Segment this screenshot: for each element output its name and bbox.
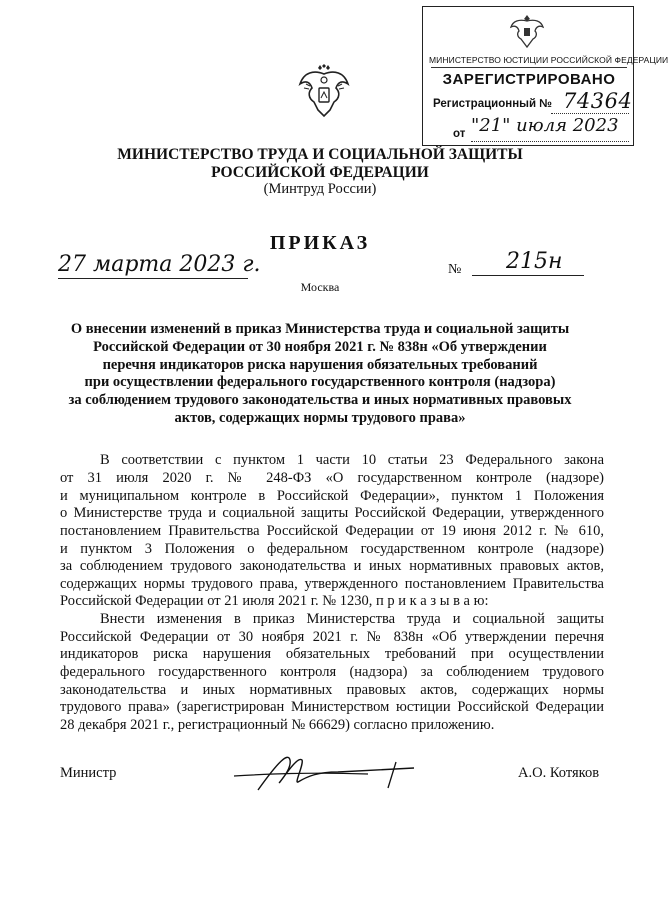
ministry-name-line-1: МИНИСТЕРСТВО ТРУДА И СОЦИАЛЬНОЙ ЗАЩИТЫ: [117, 146, 523, 163]
handwritten-signature: [228, 742, 418, 802]
signer-name: А.О. Котяков: [518, 765, 600, 781]
body-line: за соблюдением трудового законодательства и иных нормативных правовых актов,: [60, 558, 604, 574]
stamp-status: ЗАРЕГИСТРИРОВАНО: [442, 71, 616, 88]
body-line: от 31 июля 2020 г. № 248-ФЗ «О государственном контроле (надзоре): [60, 470, 604, 486]
body-line: и муниципальном контроле в Российской Федерации», пунктом 1 Положения: [60, 488, 604, 504]
title-line: О внесении изменений в приказ Министерства труда и социальной защиты: [70, 321, 570, 337]
body-line: о Министерстве труда и социальной защиты Российской Федерации, утвержденного: [60, 505, 604, 521]
ministry-short-name: (Минтруд России): [263, 181, 377, 197]
eagle-emblem-icon: [509, 11, 545, 51]
order-date: 27 марта 2023 г.: [58, 252, 261, 277]
title-line: перечня индикаторов риска нарушения обязательных требований: [102, 357, 538, 373]
body-line: постановлением Правительства Российской Федерации от 19 июня 2012 г. № 610,: [60, 523, 604, 539]
body-line: и пунктом 3 Положения о федеральном государственном контроле (надзоре): [60, 541, 604, 557]
date-underline: [58, 278, 248, 279]
title-line: Российской Федерации от 30 ноября 2021 г. № 838н «Об утверждении: [93, 339, 547, 355]
body-line: Российской Федерации от 21 июля 2021 г. № 1230, п р и к а з ы в а ю:: [60, 593, 489, 609]
body-line: трудового права» (зарегистрирован Министерством юстиции Российской Федерации: [60, 699, 604, 715]
signer-role: Министр: [60, 765, 117, 781]
body-line: федерального государственного контроля (надзора) за соблюдением трудового: [60, 664, 604, 680]
title-line: при осуществлении федерального государственного контроля (надзора): [84, 374, 556, 390]
document-type: ПРИКАЗ: [269, 232, 371, 254]
order-number: 215н: [506, 249, 563, 274]
body-line: Внести изменения в приказ Министерства труда и социальной защиты: [100, 611, 604, 627]
stamp-reg-number-value: 74364: [563, 89, 633, 113]
stamp-date-underline: [471, 141, 629, 142]
number-sign: №: [448, 262, 462, 277]
body-line: В соответствии с пунктом 1 части 10 статьи 23 Федерального закона: [100, 452, 604, 468]
stamp-reg-number-label: Регистрационный №: [433, 98, 553, 110]
title-line: актов, содержащих нормы трудового права»: [174, 410, 466, 426]
stamp-date-prefix: от: [453, 128, 466, 140]
registration-stamp: [422, 6, 668, 146]
title-line: за соблюдением трудового законодательства и иных нормативных правовых: [68, 392, 572, 408]
body-line: законодательства и иных нормативных правовых актов, содержащих нормы: [60, 682, 604, 698]
body-line: индикаторов риска нарушения обязательных требований при осуществлении: [60, 646, 604, 662]
stamp-number-underline: [551, 113, 629, 114]
city: Москва: [300, 280, 340, 294]
body-line: содержащих нормы трудового права, утвержденного постановлением Правительства: [60, 576, 604, 592]
ministry-name-line-2: РОССИЙСКОЙ ФЕДЕРАЦИИ: [211, 164, 429, 181]
coat-of-arms-icon: [298, 64, 350, 122]
stamp-divider: [431, 67, 627, 68]
stamp-ministry: МИНИСТЕРСТВО ЮСТИЦИИ РОССИЙСКОЙ ФЕДЕРАЦИИ: [429, 55, 668, 65]
stamp-date-value: "21" июля 2023: [471, 115, 619, 136]
body-line: Российской Федерации от 30 ноября 2021 г. № 838н «Об утверждении перечня: [60, 629, 604, 645]
body-line: 28 декабря 2021 г., регистрационный № 66629) согласно приложению.: [60, 717, 495, 733]
number-underline: [472, 275, 584, 276]
